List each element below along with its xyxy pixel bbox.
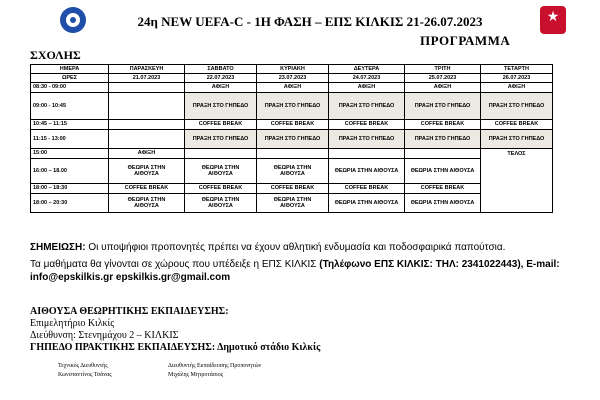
day-tuesday: ΤΡΙΤΗ — [405, 65, 481, 74]
theory-cell: ΘΕΩΡΙΑ ΣΤΗΝ ΑΙΘΟΥΣΑ — [185, 194, 257, 213]
schedule-table — [30, 64, 553, 213]
arrival-cell: ΑΦΙΞΗ — [109, 149, 185, 159]
coffee-cell: COFFEE BREAK — [329, 120, 405, 130]
day-monday: ΔΕΥΤΕΡΑ — [329, 65, 405, 74]
phone-text: (Τηλέφωνο ΕΠΣ ΚΙΛΚΙΣ: ΤΗΛ: 2341022443), E-mail: info@epskilkis.gr epskilkis.gr@gmail.com — [30, 259, 560, 283]
time-cell: 11:15 - 13:00 — [31, 130, 109, 149]
arrival-cell: ΑΦΙΞΗ — [405, 83, 481, 93]
theory-cell: ΘΕΩΡΙΑ ΣΤΗΝ ΑΙΘΟΥΣΑ — [405, 159, 481, 184]
time-cell: 16:00 – 18.00 — [31, 159, 109, 184]
arrival-cell: ΑΦΙΞΗ — [329, 83, 405, 93]
theory-cell: ΘΕΩΡΙΑ ΣΤΗΝ ΑΙΘΟΥΣΑ — [329, 159, 405, 184]
coffee-cell: COFFEE BREAK — [185, 184, 257, 194]
note-label: ΣΗΜΕΙΩΣΗ: — [30, 242, 86, 253]
theory-cell: ΘΕΩΡΙΑ ΣΤΗΝ ΑΙΘΟΥΣΑ — [257, 194, 329, 213]
practice-cell: ΠΡΑΞΗ ΣΤΟ ΓΗΠΕΔΟ — [329, 130, 405, 149]
arrival-cell: ΑΦΙΞΗ — [257, 83, 329, 93]
page-subtitle: ΠΡΟΓΡΑΜΜΑ — [420, 33, 511, 48]
uefa-crest-icon: ★ — [540, 6, 566, 34]
practice-venue-title: ΓΗΠΕΔΟ ΠΡΑΚΤΙΚΗΣ ΕΚΠΑΙΔΕΥΣΗΣ: — [30, 342, 216, 353]
coffee-cell: COFFEE BREAK — [405, 184, 481, 194]
empty-cell — [109, 93, 185, 120]
empty-cell — [109, 120, 185, 130]
note-text: Οι υποψήφιοι προπονητές πρέπει να έχουν αθλητική ενδυμασία και ποδοσφαιρικά παπούτσια. — [88, 242, 506, 253]
lessons-text: Τα μαθήματα θα γίνονται σε χώρους που υπέδειξε η ΕΠΣ ΚΙΛΚΙΣ — [30, 259, 317, 270]
arrival-cell: ΑΦΙΞΗ — [185, 83, 257, 93]
arrival-cell: ΑΦΙΞΗ — [481, 83, 553, 93]
practice-cell: ΠΡΑΞΗ ΣΤΟ ΓΗΠΕΔΟ — [185, 130, 257, 149]
practice-cell: ΠΡΑΞΗ ΣΤΟ ΓΗΠΕΔΟ — [405, 130, 481, 149]
theory-cell: ΘΕΩΡΙΑ ΣΤΗΝ ΑΙΘΟΥΣΑ — [109, 194, 185, 213]
theory-cell: ΘΕΩΡΙΑ ΣΤΗΝ ΑΙΘΟΥΣΑ — [405, 194, 481, 213]
day-wednesday: ΤΕΤΑΡΤΗ — [481, 65, 553, 74]
coffee-cell: COFFEE BREAK — [329, 184, 405, 194]
date-cell: 24.07.2023 — [329, 74, 405, 83]
theory-cell: ΘΕΩΡΙΑ ΣΤΗΝ ΑΙΘΟΥΣΑ — [185, 159, 257, 184]
page-title: 24η NEW UEFA-C - 1Η ΦΑΣΗ – ΕΠΣ ΚΙΛΚΙΣ 21-26.07.2023 — [137, 14, 483, 29]
empty-cell — [329, 149, 405, 159]
theory-cell: ΘΕΩΡΙΑ ΣΤΗΝ ΑΙΘΟΥΣΑ — [329, 194, 405, 213]
date-cell: 21.07.2023 — [109, 74, 185, 83]
practice-venue-place: Δημοτικό στάδιο Κιλκίς — [217, 342, 321, 353]
practice-cell: ΠΡΑΞΗ ΣΤΟ ΓΗΠΕΔΟ — [257, 130, 329, 149]
time-cell: 09:00 - 10:45 — [31, 93, 109, 120]
practice-cell: ΠΡΑΞΗ ΣΤΟ ΓΗΠΕΔΟ — [481, 130, 553, 149]
practice-cell: ΠΡΑΞΗ ΣΤΟ ΓΗΠΕΔΟ — [257, 93, 329, 120]
signature-block — [58, 362, 261, 380]
time-cell: 10:45 – 11:15 — [31, 120, 109, 130]
signature-name: Κωνσταντίνος Τσάνας — [58, 372, 112, 378]
practice-cell: ΠΡΑΞΗ ΣΤΟ ΓΗΠΕΔΟ — [185, 93, 257, 120]
date-cell: 22.07.2023 — [185, 74, 257, 83]
empty-cell — [109, 130, 185, 149]
coffee-cell: COFFEE BREAK — [257, 184, 329, 194]
coffee-cell: COFFEE BREAK — [481, 120, 553, 130]
coffee-cell: COFFEE BREAK — [185, 120, 257, 130]
notes-section — [30, 241, 560, 284]
day-saturday: ΣΑΒΒΑΤΟ — [185, 65, 257, 74]
practice-cell: ΠΡΑΞΗ ΣΤΟ ΓΗΠΕΔΟ — [481, 93, 553, 120]
empty-cell — [109, 83, 185, 93]
time-cell: 15:00 — [31, 149, 109, 159]
section-title: ΣΧΟΛΗΣ — [30, 48, 81, 62]
signature-name: Μιχάλης Μητροτάσιος — [168, 372, 224, 378]
signature-role: Τεχνικός Διευθυντής — [58, 363, 108, 369]
empty-cell — [257, 149, 329, 159]
coffee-cell: COFFEE BREAK — [405, 120, 481, 130]
time-cell: 18:00 – 18:30 — [31, 184, 109, 194]
date-cell: 23.07.2023 — [257, 74, 329, 83]
theory-cell: ΘΕΩΡΙΑ ΣΤΗΝ ΑΙΘΟΥΣΑ — [257, 159, 329, 184]
signature-role: Διευθυντής Εκπαίδευσης Προπονητών — [168, 363, 262, 369]
coffee-cell: COFFEE BREAK — [257, 120, 329, 130]
theory-venue-title: ΑΙΘΟΥΣΑ ΘΕΩΡΗΤΙΚΗΣ ΕΚΠΑΙΔΕΥΣΗΣ: — [30, 306, 229, 317]
end-cell: ΤΕΛΟΣ — [481, 149, 553, 213]
venue-section — [30, 306, 560, 354]
theory-venue-place: Επιμελητήριο Κιλκίς — [30, 318, 115, 329]
coffee-cell: COFFEE BREAK — [109, 184, 185, 194]
theory-cell: ΘΕΩΡΙΑ ΣΤΗΝ ΑΙΘΟΥΣΑ — [109, 159, 185, 184]
day-header: ΗΜΕΡΑ — [31, 65, 109, 74]
venue-address: Διεύθυνση: Στενημάχου 2 – ΚΙΛΚΙΣ — [30, 330, 179, 341]
empty-cell — [185, 149, 257, 159]
date-cell: 25.07.2023 — [405, 74, 481, 83]
day-sunday: ΚΥΡΙΑΚΗ — [257, 65, 329, 74]
date-cell: 26.07.2023 — [481, 74, 553, 83]
practice-cell: ΠΡΑΞΗ ΣΤΟ ΓΗΠΕΔΟ — [405, 93, 481, 120]
federation-crest-icon — [60, 7, 86, 33]
time-cell: 08:30 - 09:00 — [31, 83, 109, 93]
practice-cell: ΠΡΑΞΗ ΣΤΟ ΓΗΠΕΔΟ — [329, 93, 405, 120]
empty-cell — [405, 149, 481, 159]
time-header: ΩΡΕΣ — [31, 74, 109, 83]
day-friday: ΠΑΡΑΣΚΕΥΗ — [109, 65, 185, 74]
time-cell: 18:00 – 20:30 — [31, 194, 109, 213]
